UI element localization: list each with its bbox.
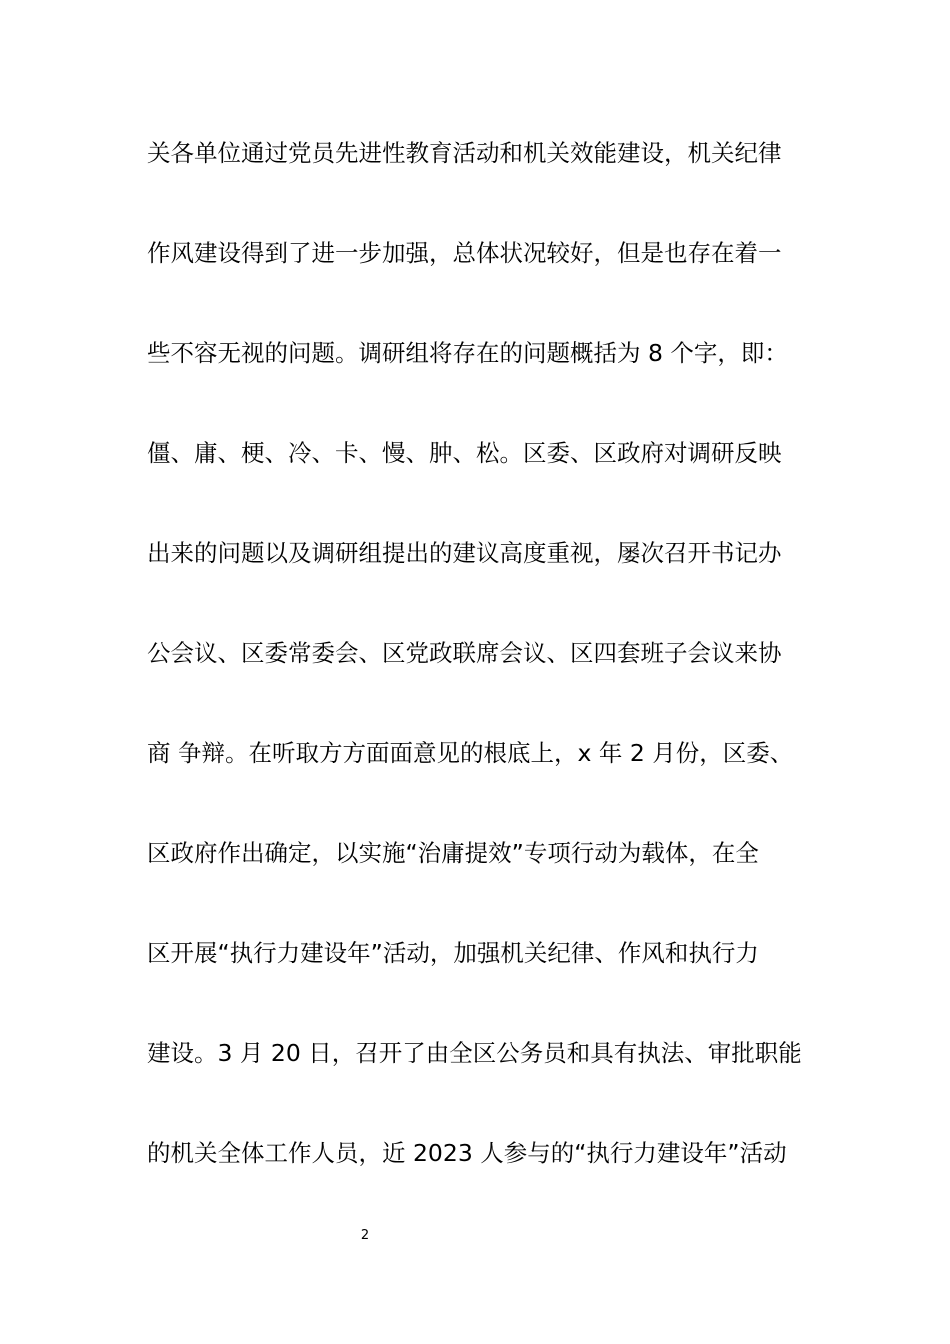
body-text-line: 的机关全体工作人员，近 2023 人参与的“执行力建设年”活动 [147, 1139, 787, 1167]
body-text-line: 作风建设得到了进一步加强，总体状况较好，但是也存在着一 [147, 239, 782, 267]
body-text-line: 建设。3 月 20 日，召开了由全区公务员和具有执法、审批职能 [147, 1039, 802, 1067]
page-number: 2 [360, 1228, 370, 1243]
body-text-line: 区开展“执行力建设年”活动，加强机关纪律、作风和执行力 [147, 939, 759, 967]
body-text-line: 出来的问题以及调研组提出的建议高度重视，屡次召开书记办 [147, 539, 782, 567]
body-text-line: 僵、庸、梗、冷、卡、慢、肿、松。区委、区政府对调研反映 [147, 439, 782, 467]
body-text-line: 些不容无视的问题。调研组将存在的问题概括为 8 个字，即： [147, 339, 788, 367]
body-text-line: 关各单位通过党员先进性教育活动和机关效能建设，机关纪律 [147, 139, 782, 167]
body-text-line: 公会议、区委常委会、区党政联席会议、区四套班子会议来协 [147, 639, 782, 667]
body-text-line: 区政府作出确定，以实施“治庸提效”专项行动为载体，在全 [147, 839, 759, 867]
body-text-line: 商 争辩。在听取方方面面意见的根底上，x 年 2 月份，区委、 [147, 739, 794, 767]
